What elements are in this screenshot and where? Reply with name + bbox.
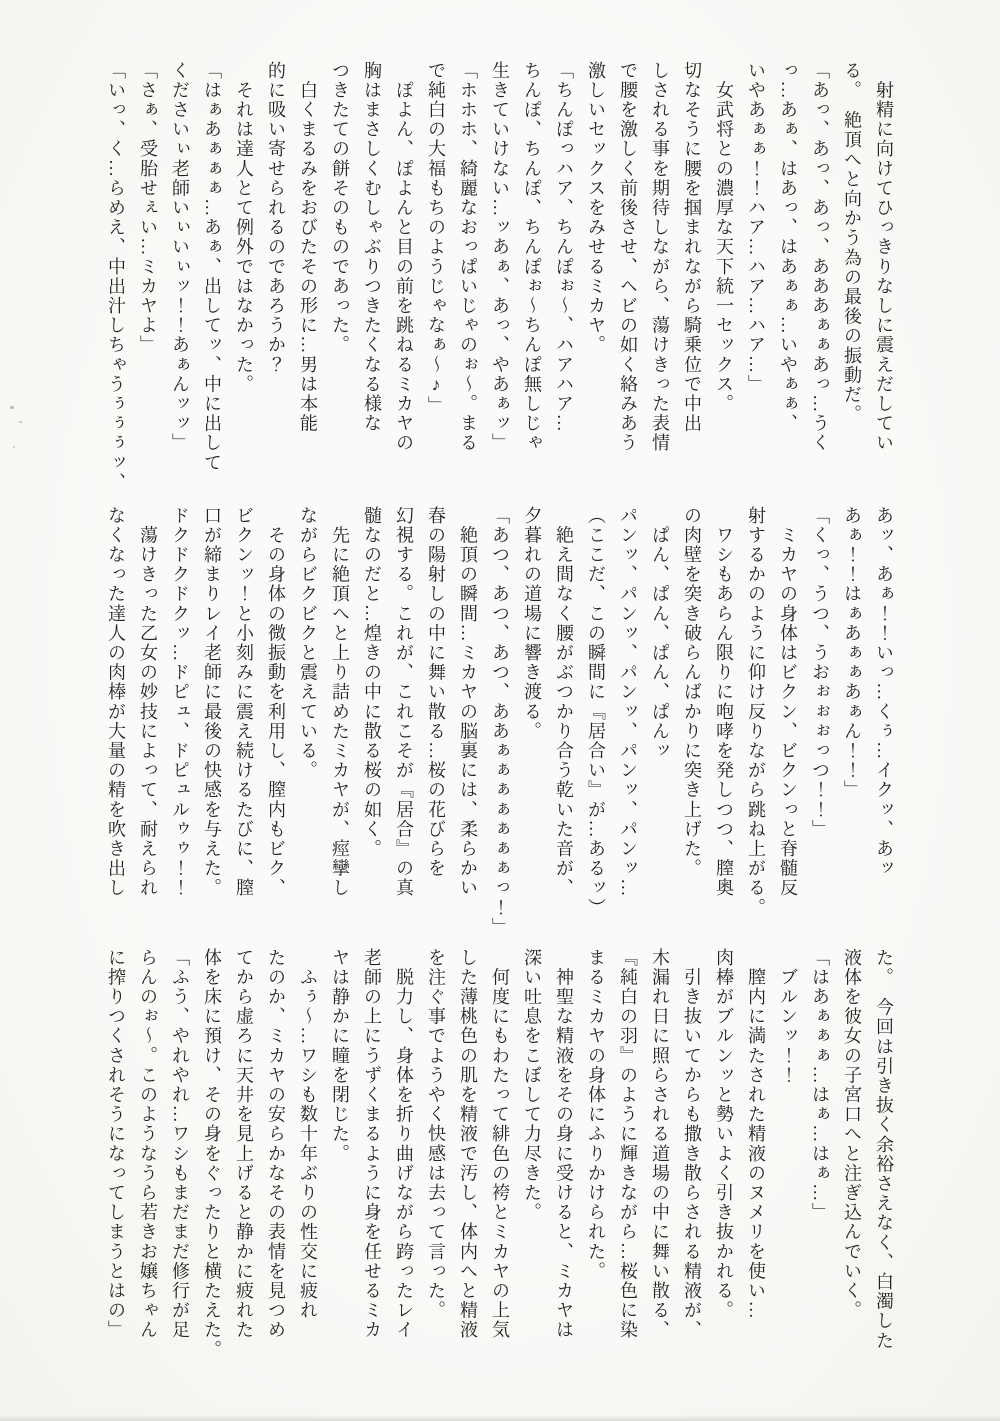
scan-edge-shadow	[0, 1415, 1000, 1421]
text-line: 体を床に預け、その身をぐったりと横たえた。	[202, 948, 222, 1360]
text-band-bottom	[100, 948, 900, 1360]
text-line: 「ホホホ、綺麗なおっぱいじゃのぉ～。まる	[458, 61, 478, 453]
text-line: 絶頂の瞬間…ミカヤの脳裏には、柔らかい	[458, 506, 478, 898]
text-line: 「あつ、あつ、あつ、ああぁぁぁぁぁぁぁっ！」	[490, 506, 510, 938]
text-line: ながらビクビクと震えている。	[298, 506, 318, 781]
text-line: 引き抜いてからも撒き散らされる精液が、	[682, 948, 702, 1340]
text-line: いやあぁぁ！！ハア…ハア…ハア…」	[746, 61, 766, 395]
text-line: 脱力し、身体を折り曲げながら跨ったレイ	[394, 948, 414, 1340]
text-line: 『純白の羽』のように輝きながら…桜色に染	[618, 948, 638, 1340]
text-line: 「いっ、く…らめえ、中出汁しちゃうぅぅぅッ、	[106, 61, 126, 493]
scan-speck	[10, 406, 14, 409]
text-line: 「ちんぽっハア、ちんぽぉ～、ハアハア…	[554, 61, 574, 434]
text-line: （ここだ、この瞬間に『居合い』が…あるッ）	[586, 506, 606, 918]
text-line: パンッ、パンッ、パンッ、パンッ、パンッ…	[618, 506, 638, 898]
text-line: 「はあぁぁぁ…はぁ…はぁ…」	[810, 948, 830, 1223]
text-line: 深い吐息をこぼして力尽きた。	[522, 948, 542, 1223]
text-line: に搾りつくされそうになってしまうとはの」	[106, 948, 126, 1340]
text-line: てから虚ろに天井を見上げると静かに疲れた	[234, 948, 254, 1340]
text-line: ミカヤの身体はビクン、ビクンっと脊髄反	[778, 506, 798, 898]
text-line: 「ふう、やれやれ…ワシもまだまだ修行が足	[170, 948, 190, 1340]
text-line: ぱん、ぱん、ぱん、ぱんッ	[650, 506, 670, 761]
text-line: 老師の上にうずくまるように身を任せるミカ	[362, 948, 382, 1340]
text-line: 先に絶頂へと上り詰めたミカヤが、痙攣し	[330, 506, 350, 898]
text-line: ドクドクドクッ…ドピュ、ドピュルゥゥ！！	[170, 506, 190, 898]
text-line: 夕暮れの道場に響き渡る。	[522, 506, 542, 742]
text-band-top	[100, 61, 900, 493]
scan-speck	[19, 421, 22, 423]
text-line: っ…あぁ、はあっ、はあぁぁ…いやぁぁ、	[778, 61, 798, 434]
text-line: なくなった達人の肉棒が大量の精を吹き出し	[106, 506, 126, 898]
text-line: らんのぉ～。このようなうら若きお嬢ちゃん	[138, 948, 158, 1340]
text-line: 生きていけない…ッあぁ、あっ、やあぁッ」	[490, 61, 510, 453]
text-line: 絶え間なく腰がぶつかり合う乾いた音が、	[554, 506, 574, 898]
text-line: る。 絶頂へと向かう為の最後の振動だ。	[842, 61, 862, 425]
text-line: ワシもあらん限りに咆哮を発しつつ、膣奥	[714, 506, 734, 898]
text-line: を注ぐ事でようやく快感は去って言った。	[426, 948, 446, 1321]
text-line: くださいぃ老師いぃいぃッ！！あぁんッッ」	[170, 61, 190, 453]
text-line: 「はぁあぁぁぁ…あぁ、出してッ、中に出して	[202, 61, 222, 473]
text-line: 女武将との濃厚な天下統一セックス。	[714, 61, 734, 414]
text-line: 幻視する。これが、これこそが『居合』の真	[394, 506, 414, 898]
text-line: 何度にもわたって緋色の袴とミカヤの上気	[490, 948, 510, 1340]
text-line: 春の陽射しの中に舞い散る…桜の花びらを	[426, 506, 446, 879]
text-line: 「さぁ、受胎せぇい…ミカヤよ」	[138, 61, 158, 355]
text-line: ヤは静かに瞳を閉じた。	[330, 948, 350, 1164]
text-line: 神聖な精液をその身に受けると、ミカヤは	[554, 948, 574, 1340]
text-line: しされる事を期待しながら、蕩けきった表情	[650, 61, 670, 453]
text-line: ふぅ～…ワシも数十年ぶりの性交に疲れ	[298, 948, 318, 1321]
text-line: した薄桃色の肌を精液で汚し、体内へと精液	[458, 948, 478, 1340]
text-line: ぽよん、ぽよんと目の前を跳ねるミカヤの	[394, 61, 414, 453]
text-line: 蕩けきった乙女の妙技によって、耐えられ	[138, 506, 158, 898]
text-line: の肉壁を突き破らんばかりに突き上げた。	[682, 506, 702, 879]
text-line: 木漏れ日に照らされる道場の中に舞い散る、	[650, 948, 670, 1340]
text-line: 激しいセックスをみせるミカヤ。	[586, 61, 606, 355]
text-line: 切なそうに腰を掴まれながら騎乗位で中出	[682, 61, 702, 434]
text-line: それは達人とて例外ではなかった。	[234, 61, 254, 395]
text-line: で腰を激しく前後させ、ヘビの如く絡みあう	[618, 61, 638, 453]
text-line: 射精に向けてひっきりなしに震えだしてい	[874, 61, 894, 453]
text-line: ビクンッ！と小刻みに震え続けるたびに、膣	[234, 506, 254, 898]
text-line: つきたての餅そのものであった。	[330, 61, 350, 355]
text-band-middle	[100, 506, 900, 938]
text-line: 胸はまさしくむしゃぶりつきたくなる様な	[362, 61, 382, 434]
scan-speck	[13, 446, 15, 448]
text-line: 射するかのように仰け反りながら跳ね上がる。	[746, 506, 766, 918]
text-line: 液体を彼女の子宮口へと注ぎ込んでいく。	[842, 948, 862, 1321]
text-line: ブルンッ！！	[778, 948, 798, 1086]
text-line: たのか、ミカヤの安らかなその表情を見つめ	[266, 948, 286, 1340]
text-line: まるミカヤの身体にふりかけられた。	[586, 948, 606, 1282]
text-line: た。 今回は引き抜く余裕さえなく、白濁した	[874, 948, 894, 1351]
text-line: 的に吸い寄せられるのであろうか？	[266, 61, 286, 375]
text-line: あぁ！！はぁあぁぁあぁん！！」	[842, 506, 862, 800]
text-line: で純白の大福もちのようじゃなぁ～♪」	[426, 61, 446, 416]
text-line: あッ、あぁ！！いっ…くぅ…イクッ、あッ	[874, 506, 894, 879]
text-line: その身体の微振動を利用し、膣内もビク、	[266, 506, 286, 898]
text-line: 肉棒がブルンッと勢いよく引き抜かれる。	[714, 948, 734, 1321]
text-line: 「あっ、あっ、あっ、あああぁぁあっ…うく	[810, 61, 830, 453]
text-line: 髄なのだと…煌きの中に散る桜の如く。	[362, 506, 382, 859]
text-line: 口が締まりレイ老師に最後の快感を与えた。	[202, 506, 222, 898]
text-line: ちんぽ、ちんぽ、ちんぽぉ～ちんぽ無しじゃ	[522, 61, 542, 453]
text-line: 膣内に満たされた精液のヌメリを使い…	[746, 948, 766, 1321]
text-line: 「くっ、うつ、うおぉぉぉっつ！！」	[810, 506, 830, 840]
text-line: 白くまるみをおびたその形に…男は本能	[298, 61, 318, 434]
